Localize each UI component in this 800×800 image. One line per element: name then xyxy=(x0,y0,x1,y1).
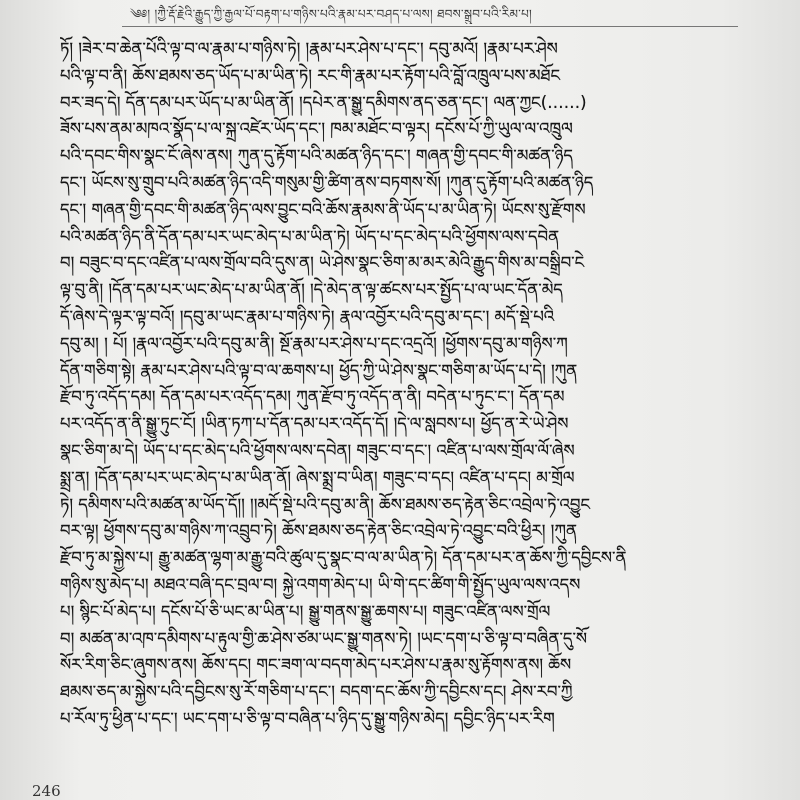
text-line: པ། སྙིང་པོ་མེད་པ། དངོས་པོ་ཅི་ཡང་མ་ཡིན་པ། སྒྱུ་གནས་སྒྱུ་ཆགས་པ། གཟུང་འཛིན་ལས་གྲོལ xyxy=(60,601,551,621)
text-line: སོར་རིག་ཅིང་ཞུགས་ནས། ཆོས་དང། གང་ཟག་ལ་བདག་མེད་པར་ཤེས་པ་རྣམ་སུ་རྟོགས་ནས། ཆོས xyxy=(60,655,572,675)
text-line: བར་ཟད་དེ། དོན་དམ་པར་ཡོད་པ་མ་ཡིན་ནོ། །དཔེར་ན་སྒྱུ་དམིགས་ནད་ཅན་དང་། ལན་ཀྱང(……) xyxy=(60,92,587,112)
text-line: དང་། གཞན་གྱི་དབང་གི་མཚན་ཉིད་ལས་བྱུང་བའི་ཆོས་རྣམས་ནི་ཡོད་པ་མ་ཡིན་ཏེ། ཡོངས་སུ་རྫོགས xyxy=(60,199,586,219)
text-line: རྫོབ་ཏུ་འདོད་དམ། དོན་དམ་པར་འདོད་དམ། ཀུན་རྫོབ་ཏུ་འདོད་ན་ནི། བདེན་པ་ཏུང་ང་། དོན་དམ xyxy=(60,387,565,407)
page-number: 246 xyxy=(32,782,61,800)
text-line: དོན་གཅིག་སྟེ། རྣམ་པར་ཤེས་པའི་ལྟ་བ་ལ་ཆགས་པ། ཕྱོད་ཀྱི་ཡེ་ཤེས་སྣང་གཅིག་མ་ཡོད་པ་དེ། །ཀུན xyxy=(60,360,578,380)
text-line: པ་རོལ་ཏུ་ཕྱིན་པ་དང་། ཡང་དག་པ་ཅི་ལྟ་བ་བཞིན་པ་ཉིད་དུ་སྒྱུ་གཉིས་མེད། དབྱིང་ཉིད་པར་རིག xyxy=(60,708,555,728)
text-line: པའི་ལྟ་བ་ནི། ཆོས་ཐམས་ཅད་ཡོད་པ་མ་ཡིན་ཏེ། རང་གི་རྣམ་པར་རྟོག་པའི་བློ་འཁྲུལ་པས་མཐོང xyxy=(60,65,560,85)
text-line: ཟོས་པས་ནམ་མཁའ་སྣོད་པ་ལ་སྐྲ་འཛེར་ཡོད་དང་། ཁམ་མཐོང་བ་ལྟར། དངོས་པོ་ཀྱི་ཡུལ་ལ་འཁྲུལ xyxy=(60,119,573,139)
text-line: དབུ་མ། ། པོ། །རྣལ་འབྱོར་པའི་དབུ་མ་ནི། སྔོ་རྣམ་པར་ཤེས་པ་དང་འདྲའོ། །ཕྱོགས་དབུ་མ་གཉིས་ཀ xyxy=(60,333,568,353)
text-line: ཐམས་ཅད་མ་སྐྱེས་པའི་དབྱིངས་སུ་རོ་གཅིག་པ་དང་། བདག་དང་ཆོས་ཀྱི་དབྱིངས་དང། ཤེས་རབ་ཀྱི xyxy=(60,682,573,702)
header-rule xyxy=(122,26,738,27)
text-line: སྨྲ་ན། །དོན་དམ་པར་ཡང་མེད་པ་མ་ཡིན་ནོ། ཞེས་སྨྲ་བ་ཡིན། གཟུང་བ་དང། འཛིན་པ་དང། མ་གྲོལ xyxy=(60,467,575,487)
body-text xyxy=(60,36,744,776)
running-header: ༄༅། །ཀྱཻ་རྡོ་རྗེའི་རྒྱུད་ཀྱི་རྒྱལ་པོ་བརྟག་པ་གཉིས་པའི་རྣམ་པར་བཤད་པ་ལས། ཐབས་སྒྲུབ་པའི་རིམ་པ། xyxy=(130,7,533,21)
text-line: དོ་ཞེས་དེ་ལྟར་ལྟ་བའོ། །དབུ་མ་ཡང་རྣམ་པ་གཉིས་ཏེ། རྣལ་འབྱོར་པའི་དབུ་མ་དང་། མདོ་སྡེ་པའི xyxy=(60,306,555,326)
text-line: པའི་དབང་གིས་སྣང་ངོ་ཞེས་ནས། ཀུན་དུ་རྟོག་པའི་མཚན་ཉིད་དང་། གཞན་གྱི་དབང་གི་མཚན་ཉིད xyxy=(60,146,573,166)
text-line: རྫོབ་ཏུ་མ་སྐྱེས་པ། རྒྱུ་མཚན་ལྷག་མ་རྒྱུ་བའི་ཚུལ་དུ་སྣང་བ་ལ་མ་ཡིན་ཏེ། དོན་དམ་པར་ན་ཆོས་ཀྱི་དབྱིངས་ནི xyxy=(60,548,627,568)
text-line: པར་འདོད་ན་ནི་སྒྱུ་ཏུང་ངོ། །ཡིན་ཏཀ་པ་དོན་དམ་པར་འདོད་དོ། །དེ་ལ་སླབས་པ། ཕྱོད་ན་རེ་ཡེ་ཤེས xyxy=(60,414,569,434)
text-line: དང་། ཡོངས་སུ་གྲུབ་པའི་མཚན་ཉིད་འདི་གསུམ་གྱི་ཚིག་ནས་བཏགས་སོ། །ཀུན་དུ་རྟོག་པའི་མཚན་ཉིད xyxy=(60,172,594,192)
text-line: ཏོ། །ཟེར་བ་ཆེན་པོའི་ལྟ་བ་ལ་རྣམ་པ་གཉིས་ཏེ། །རྣམ་པར་ཤེས་པ་དང་། དབུ་མའོ། །རྣམ་པར་ཤེས xyxy=(60,39,558,58)
text-line: པའི་མཚན་ཉིད་ནི་དོན་དམ་པར་ཡང་མེད་པ་མ་ཡིན་ཏེ། ཡོད་པ་དང་མེད་པའི་ཕྱོགས་ལས་དབེན xyxy=(60,226,560,246)
text-line: གཉིས་སུ་མེད་པ། མཐའ་བཞི་དང་བྲལ་བ། སྐྱེ་འགག་མེད་པ། ཡི་གེ་དང་ཚིག་གི་སྤྱོད་ཡུལ་ལས་འདས xyxy=(60,574,581,594)
text-line: བ། བཟུང་བ་དང་འཛིན་པ་ལས་གྲོལ་བའི་དུས་ན། ཡེ་ཤེས་སྣང་ཅིག་མ་མར་མེའི་རྒྱུད་གིས་མ་བསྒྲིབ་ངེ xyxy=(60,253,585,273)
text-line: བར་ལྟ། ཕྱོགས་དབུ་མ་གཉིས་ཀ་འབྲུབ་ཏེ། ཆོས་ཐམས་ཅད་རྟེན་ཅིང་འབྲེལ་ཏེ་འབྱུང་བའི་ཕྱིར། །ཀུན xyxy=(60,521,577,541)
text-line: བ། མཚན་མ་འཁ་དམིགས་པ་རྟུལ་གྱི་ཆ་ཤེས་ཙམ་ཡང་སྒྱུ་གནས་ཏེ། །ཡང་དག་པ་ཅི་ལྟ་བ་བཞིན་དུ་སོ xyxy=(60,628,588,648)
text-line: ཏེ། དམིགས་པའི་མཚན་མ་ཡོད་དོ།། །།མདོ་སྡེ་པའི་དབུ་མ་ནི། ཆོས་ཐམས་ཅད་རྟེན་ཅིང་འབྲེལ་ཏེ་འབྱུང xyxy=(60,494,590,514)
text-line: སྣང་ཅིག་མ་དེ། ཡོད་པ་དང་མེད་པའི་ཕྱོགས་ལས་དབེན། གཟུང་བ་དང་། འཛིན་པ་ལས་གྲོལ་ལོ་ཞེས xyxy=(60,440,575,460)
text-line: ལྟ་བུ་ནི། །དོན་དམ་པར་ཡང་མེད་པ་མ་ཡིན་ནོ། །དེ་མེད་ན་ལྟ་ཚངས་པར་སྤྱོད་པ་ལ་ཡང་དོན་མེད xyxy=(60,280,563,300)
